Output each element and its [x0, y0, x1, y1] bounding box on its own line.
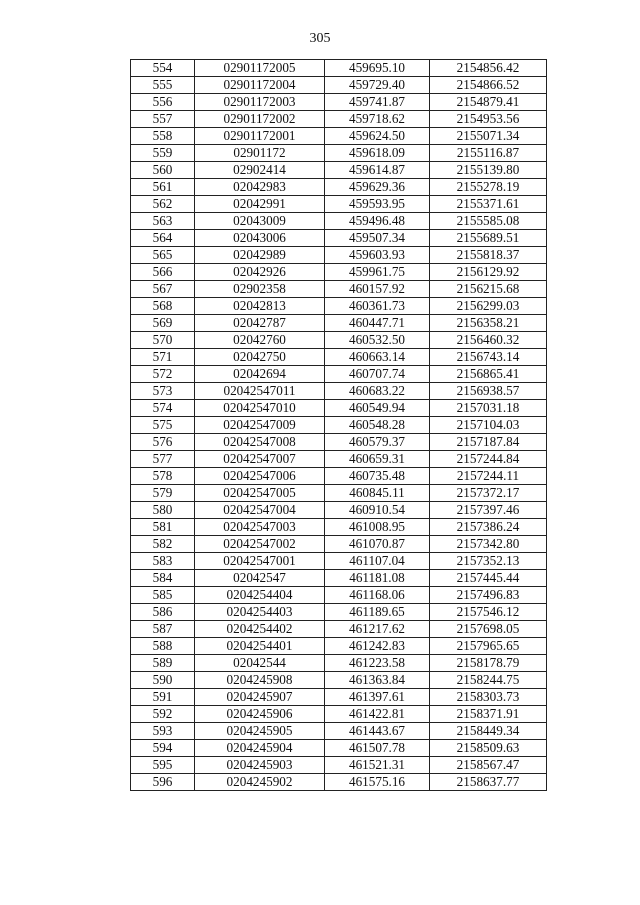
point-number-cell: 567 [131, 281, 195, 298]
point-id-cell: 02042991 [195, 196, 325, 213]
point-number-cell: 581 [131, 519, 195, 536]
y-coordinate-cell: 2157372.17 [430, 485, 547, 502]
y-coordinate-cell: 2157031.18 [430, 400, 547, 417]
point-id-cell: 02902414 [195, 162, 325, 179]
point-id-cell: 02043006 [195, 230, 325, 247]
point-number-cell: 569 [131, 315, 195, 332]
point-id-cell: 02901172003 [195, 94, 325, 111]
point-number-cell: 590 [131, 672, 195, 689]
table-row [131, 264, 547, 281]
point-id-cell: 02042547007 [195, 451, 325, 468]
point-id-cell: 02042547004 [195, 502, 325, 519]
table-row [131, 298, 547, 315]
table-row [131, 383, 547, 400]
point-id-cell: 02042547008 [195, 434, 325, 451]
point-id-cell: 0204245906 [195, 706, 325, 723]
y-coordinate-cell: 2157352.13 [430, 553, 547, 570]
table-row [131, 672, 547, 689]
point-id-cell: 0204245902 [195, 774, 325, 791]
x-coordinate-cell: 459961.75 [325, 264, 430, 281]
x-coordinate-cell: 460683.22 [325, 383, 430, 400]
table-row [131, 604, 547, 621]
x-coordinate-cell: 461168.06 [325, 587, 430, 604]
table-row [131, 179, 547, 196]
point-number-cell: 568 [131, 298, 195, 315]
point-id-cell: 02901172002 [195, 111, 325, 128]
point-id-cell: 0204254401 [195, 638, 325, 655]
y-coordinate-cell: 2157496.83 [430, 587, 547, 604]
y-coordinate-cell: 2154953.56 [430, 111, 547, 128]
point-number-cell: 578 [131, 468, 195, 485]
point-number-cell: 585 [131, 587, 195, 604]
table-row [131, 519, 547, 536]
x-coordinate-cell: 461575.16 [325, 774, 430, 791]
point-id-cell: 0204254404 [195, 587, 325, 604]
point-number-cell: 554 [131, 60, 195, 77]
point-number-cell: 575 [131, 417, 195, 434]
table-row [131, 247, 547, 264]
point-number-cell: 580 [131, 502, 195, 519]
y-coordinate-cell: 2155139.80 [430, 162, 547, 179]
y-coordinate-cell: 2155278.19 [430, 179, 547, 196]
point-id-cell: 02042547009 [195, 417, 325, 434]
y-coordinate-cell: 2157342.80 [430, 536, 547, 553]
x-coordinate-cell: 460579.37 [325, 434, 430, 451]
point-id-cell: 0204245903 [195, 757, 325, 774]
point-id-cell: 02902358 [195, 281, 325, 298]
table-row [131, 434, 547, 451]
x-coordinate-cell: 461008.95 [325, 519, 430, 536]
point-number-cell: 594 [131, 740, 195, 757]
x-coordinate-cell: 460157.92 [325, 281, 430, 298]
table-row [131, 468, 547, 485]
point-id-cell: 02042750 [195, 349, 325, 366]
point-number-cell: 571 [131, 349, 195, 366]
x-coordinate-cell: 459507.34 [325, 230, 430, 247]
y-coordinate-cell: 2157244.84 [430, 451, 547, 468]
y-coordinate-cell: 2158449.34 [430, 723, 547, 740]
point-number-cell: 595 [131, 757, 195, 774]
y-coordinate-cell: 2157445.44 [430, 570, 547, 587]
table-row [131, 400, 547, 417]
table-row [131, 536, 547, 553]
point-number-cell: 573 [131, 383, 195, 400]
x-coordinate-cell: 461422.81 [325, 706, 430, 723]
point-id-cell: 0204245904 [195, 740, 325, 757]
coordinates-table [130, 59, 547, 791]
x-coordinate-cell: 461107.04 [325, 553, 430, 570]
point-number-cell: 566 [131, 264, 195, 281]
x-coordinate-cell: 461521.31 [325, 757, 430, 774]
point-number-cell: 564 [131, 230, 195, 247]
y-coordinate-cell: 2158303.73 [430, 689, 547, 706]
point-id-cell: 02042547005 [195, 485, 325, 502]
point-number-cell: 570 [131, 332, 195, 349]
x-coordinate-cell: 459729.40 [325, 77, 430, 94]
x-coordinate-cell: 459614.87 [325, 162, 430, 179]
x-coordinate-cell: 459618.09 [325, 145, 430, 162]
page-number: 305 [309, 31, 331, 46]
table-row [131, 570, 547, 587]
y-coordinate-cell: 2157244.11 [430, 468, 547, 485]
x-coordinate-cell: 459624.50 [325, 128, 430, 145]
table-row [131, 332, 547, 349]
point-id-cell: 02901172005 [195, 60, 325, 77]
x-coordinate-cell: 461189.65 [325, 604, 430, 621]
table-row [131, 128, 547, 145]
y-coordinate-cell: 2157187.84 [430, 434, 547, 451]
y-coordinate-cell: 2157698.05 [430, 621, 547, 638]
point-id-cell: 02042926 [195, 264, 325, 281]
table-row [131, 655, 547, 672]
table-row [131, 451, 547, 468]
x-coordinate-cell: 459496.48 [325, 213, 430, 230]
point-id-cell: 02043009 [195, 213, 325, 230]
x-coordinate-cell: 460659.31 [325, 451, 430, 468]
x-coordinate-cell: 461217.62 [325, 621, 430, 638]
point-number-cell: 584 [131, 570, 195, 587]
point-number-cell: 593 [131, 723, 195, 740]
point-number-cell: 577 [131, 451, 195, 468]
x-coordinate-cell: 460735.48 [325, 468, 430, 485]
point-id-cell: 0204245907 [195, 689, 325, 706]
point-number-cell: 582 [131, 536, 195, 553]
point-number-cell: 591 [131, 689, 195, 706]
table-row [131, 774, 547, 791]
y-coordinate-cell: 2156129.92 [430, 264, 547, 281]
point-id-cell: 0204245908 [195, 672, 325, 689]
y-coordinate-cell: 2156358.21 [430, 315, 547, 332]
x-coordinate-cell: 459741.87 [325, 94, 430, 111]
table-row [131, 230, 547, 247]
point-id-cell: 02042787 [195, 315, 325, 332]
table-row [131, 366, 547, 383]
table-row [131, 111, 547, 128]
table-row [131, 689, 547, 706]
point-number-cell: 589 [131, 655, 195, 672]
point-id-cell: 02042547001 [195, 553, 325, 570]
point-number-cell: 559 [131, 145, 195, 162]
point-id-cell: 0204254403 [195, 604, 325, 621]
point-id-cell: 02042989 [195, 247, 325, 264]
point-id-cell: 02042547002 [195, 536, 325, 553]
table-row [131, 621, 547, 638]
x-coordinate-cell: 460549.94 [325, 400, 430, 417]
x-coordinate-cell: 460663.14 [325, 349, 430, 366]
y-coordinate-cell: 2157397.46 [430, 502, 547, 519]
table-row [131, 315, 547, 332]
y-coordinate-cell: 2156460.32 [430, 332, 547, 349]
x-coordinate-cell: 459629.36 [325, 179, 430, 196]
point-number-cell: 586 [131, 604, 195, 621]
point-id-cell: 02901172004 [195, 77, 325, 94]
table-row [131, 213, 547, 230]
point-number-cell: 574 [131, 400, 195, 417]
y-coordinate-cell: 2158178.79 [430, 655, 547, 672]
table-row [131, 740, 547, 757]
y-coordinate-cell: 2156299.03 [430, 298, 547, 315]
x-coordinate-cell: 461070.87 [325, 536, 430, 553]
x-coordinate-cell: 461181.08 [325, 570, 430, 587]
point-id-cell: 02042813 [195, 298, 325, 315]
table-row [131, 485, 547, 502]
x-coordinate-cell: 459695.10 [325, 60, 430, 77]
y-coordinate-cell: 2155116.87 [430, 145, 547, 162]
x-coordinate-cell: 460845.11 [325, 485, 430, 502]
point-number-cell: 587 [131, 621, 195, 638]
table-row [131, 706, 547, 723]
x-coordinate-cell: 460548.28 [325, 417, 430, 434]
coordinates-table-body [131, 60, 547, 791]
table-row [131, 145, 547, 162]
y-coordinate-cell: 2154879.41 [430, 94, 547, 111]
y-coordinate-cell: 2156938.57 [430, 383, 547, 400]
y-coordinate-cell: 2158509.63 [430, 740, 547, 757]
point-id-cell: 02042760 [195, 332, 325, 349]
point-id-cell: 0204245905 [195, 723, 325, 740]
point-number-cell: 592 [131, 706, 195, 723]
y-coordinate-cell: 2155585.08 [430, 213, 547, 230]
point-number-cell: 563 [131, 213, 195, 230]
x-coordinate-cell: 461223.58 [325, 655, 430, 672]
x-coordinate-cell: 460361.73 [325, 298, 430, 315]
table-row [131, 638, 547, 655]
y-coordinate-cell: 2156865.41 [430, 366, 547, 383]
y-coordinate-cell: 2157546.12 [430, 604, 547, 621]
table-row [131, 281, 547, 298]
point-id-cell: 02042694 [195, 366, 325, 383]
point-id-cell: 02042547006 [195, 468, 325, 485]
x-coordinate-cell: 460447.71 [325, 315, 430, 332]
table-row [131, 757, 547, 774]
table-row [131, 502, 547, 519]
table-row [131, 196, 547, 213]
point-number-cell: 596 [131, 774, 195, 791]
point-number-cell: 576 [131, 434, 195, 451]
x-coordinate-cell: 461443.67 [325, 723, 430, 740]
point-number-cell: 572 [131, 366, 195, 383]
point-number-cell: 588 [131, 638, 195, 655]
table-row [131, 60, 547, 77]
table-row [131, 417, 547, 434]
point-number-cell: 560 [131, 162, 195, 179]
x-coordinate-cell: 459718.62 [325, 111, 430, 128]
y-coordinate-cell: 2157386.24 [430, 519, 547, 536]
table-row [131, 553, 547, 570]
point-number-cell: 557 [131, 111, 195, 128]
table-row [131, 587, 547, 604]
y-coordinate-cell: 2155071.34 [430, 128, 547, 145]
table-row [131, 162, 547, 179]
y-coordinate-cell: 2158244.75 [430, 672, 547, 689]
y-coordinate-cell: 2155371.61 [430, 196, 547, 213]
table-row [131, 94, 547, 111]
point-number-cell: 558 [131, 128, 195, 145]
point-number-cell: 579 [131, 485, 195, 502]
x-coordinate-cell: 461397.61 [325, 689, 430, 706]
x-coordinate-cell: 461242.83 [325, 638, 430, 655]
y-coordinate-cell: 2156743.14 [430, 349, 547, 366]
y-coordinate-cell: 2158637.77 [430, 774, 547, 791]
y-coordinate-cell: 2154866.52 [430, 77, 547, 94]
table-row [131, 77, 547, 94]
table-row [131, 349, 547, 366]
x-coordinate-cell: 459603.93 [325, 247, 430, 264]
y-coordinate-cell: 2156215.68 [430, 281, 547, 298]
point-id-cell: 02042547 [195, 570, 325, 587]
point-id-cell: 02042983 [195, 179, 325, 196]
y-coordinate-cell: 2158567.47 [430, 757, 547, 774]
x-coordinate-cell: 461507.78 [325, 740, 430, 757]
point-id-cell: 02901172001 [195, 128, 325, 145]
point-id-cell: 02042547003 [195, 519, 325, 536]
x-coordinate-cell: 460707.74 [325, 366, 430, 383]
point-id-cell: 02901172 [195, 145, 325, 162]
x-coordinate-cell: 460532.50 [325, 332, 430, 349]
y-coordinate-cell: 2155689.51 [430, 230, 547, 247]
point-id-cell: 0204254402 [195, 621, 325, 638]
point-number-cell: 556 [131, 94, 195, 111]
y-coordinate-cell: 2157965.65 [430, 638, 547, 655]
y-coordinate-cell: 2154856.42 [430, 60, 547, 77]
y-coordinate-cell: 2157104.03 [430, 417, 547, 434]
x-coordinate-cell: 460910.54 [325, 502, 430, 519]
point-number-cell: 583 [131, 553, 195, 570]
point-number-cell: 555 [131, 77, 195, 94]
x-coordinate-cell: 461363.84 [325, 672, 430, 689]
point-id-cell: 02042547011 [195, 383, 325, 400]
point-number-cell: 561 [131, 179, 195, 196]
x-coordinate-cell: 459593.95 [325, 196, 430, 213]
point-id-cell: 02042544 [195, 655, 325, 672]
y-coordinate-cell: 2158371.91 [430, 706, 547, 723]
point-number-cell: 562 [131, 196, 195, 213]
point-id-cell: 02042547010 [195, 400, 325, 417]
table-row [131, 723, 547, 740]
point-number-cell: 565 [131, 247, 195, 264]
y-coordinate-cell: 2155818.37 [430, 247, 547, 264]
